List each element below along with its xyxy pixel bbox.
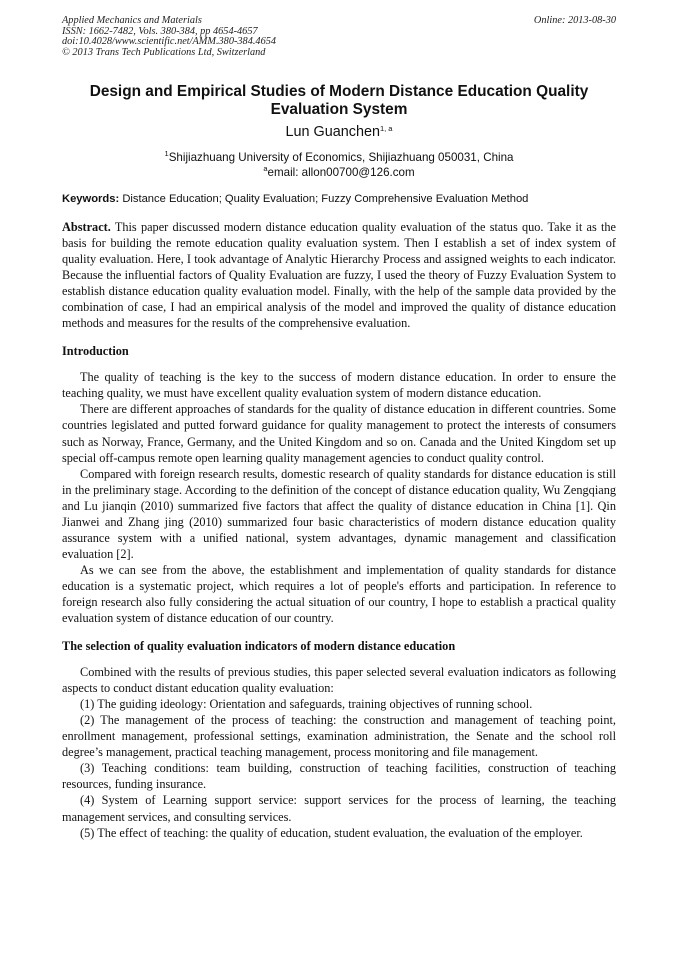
doi-line: doi:10.4028/www.scientific.net/AMM.380-384.4654 (62, 36, 277, 47)
selection-paragraph: Combined with the results of previous studies, this paper selected several evaluation indicators as following aspects to conduct distant education quality evaluation: (62, 665, 616, 696)
affiliation-institution-line (62, 150, 616, 165)
selection-heading: The selection of quality evaluation indicators of modern distance education (62, 639, 456, 654)
online-date: Online: 2013-08-30 (533, 15, 616, 26)
abstract-text: This paper discussed modern distance education quality evaluation of the status quo. Take it as the basis for building the remote education quality evaluation system. Then I establish a set of index system of quality evaluation. Here, I took advantage of Analytic Hierarchy Process and assigned weights to each indicator. Because the influential factors of Quality Evaluation are fuzzy, I used the theory of Fuzzy Evaluation System to establish distance education quality evaluation model. Finally, with the help of the sample data provided by the combination of case, I had an empirical analysis of the model and improved the quality of distance education methods and measures for the results of the comprehensive evaluation. (62, 220, 616, 331)
email-superscript: a (263, 164, 268, 173)
intro-paragraph: Compared with foreign research results, domestic research of quality standards for distance education is still in the preliminary stage. According to the definition of the concept of distance education quality, Wu Zengqiang and Lu jianqin (2010) summarized five factors that affect the quality of distance education in China [1]. Qin Jianwei and Zhang jing (2010) summarized four basic characteristics of modern distance education quality assurance system with a unified national, system advantages, dynamic management and classification evaluation [2]. (62, 466, 616, 561)
author (62, 123, 616, 141)
paper-title (62, 83, 616, 119)
affiliation-email: email: allon00700@126.com (267, 166, 415, 179)
keywords-text: Distance Education; Quality Evaluation; Fuzzy Comprehensive Evaluation Method (122, 193, 529, 205)
journal-name: Applied Mechanics and Materials (62, 15, 202, 26)
affiliation-institution: Shijiazhuang University of Economics, Shijiazhuang 050031, China (168, 151, 514, 164)
title-line-1: Design and Empirical Studies of Modern Distance Education Quality (89, 83, 589, 100)
introduction-heading: Introduction (62, 344, 129, 359)
copyright-line: © 2013 Trans Tech Publications Ltd, Switzerland (62, 46, 266, 58)
selection-item: (4) System of Learning support service: support services for the process of learning, the teaching management services, and consulting services. (62, 793, 616, 824)
journal-header (62, 16, 616, 58)
intro-paragraph: As we can see from the above, the establishment and implementation of quality standards for distance education is a systematic project, which requires a lot of people's efforts and participation. In reference to foreign research also fully considering the actual situation of our country, I hope to establish a practical quality evaluation system of distance education of our country. (62, 562, 616, 626)
intro-paragraph: There are different approaches of standards for the quality of distance education in different countries. Some countries legislated and putted forward guidance for quality management to protect the interests of consumers such as Norway, France, Germany, and the United Kingdom and so on. Canada and the United Kingdom set up special off-campus remote open learning quality management agencies to conduct quality control. (62, 402, 616, 465)
keywords (62, 191, 616, 207)
affiliation-superscript: 1 (164, 149, 169, 158)
abstract (62, 219, 616, 331)
author-superscript: 1, a (379, 124, 393, 133)
author-name: Lun Guanchen (285, 124, 380, 140)
keywords-label: Keywords: (62, 193, 120, 205)
issn-line: ISSN: 1662-7482, Vols. 380-384, pp 4654-4657 (62, 25, 258, 37)
paper-body (62, 219, 616, 841)
selection-item: (2) The management of the process of teaching: the construction and management of teaching point, enrollment management, professional settings, examination administration, the Senate and the school roll degree’s management, practical teaching management, process monitoring and file management. (62, 713, 616, 760)
intro-paragraph: The quality of teaching is the key to the success of modern distance education. In order to ensure the teaching quality, we must have excellent quality evaluation system of modern distance education. (62, 370, 616, 401)
selection-item: (3) Teaching conditions: team building, construction of teaching facilities, construction of teaching resources, funding insurance. (62, 761, 616, 792)
selection-item: (5) The effect of teaching: the quality of education, student evaluation, the evaluation of the employer. (80, 825, 583, 840)
selection-item: (1) The guiding ideology: Orientation and safeguards, training objectives of running school. (80, 697, 533, 712)
affiliation (62, 150, 616, 180)
title-line-2: Evaluation System (270, 101, 408, 118)
abstract-label: Abstract. (62, 220, 111, 234)
affiliation-email-line (62, 165, 616, 180)
